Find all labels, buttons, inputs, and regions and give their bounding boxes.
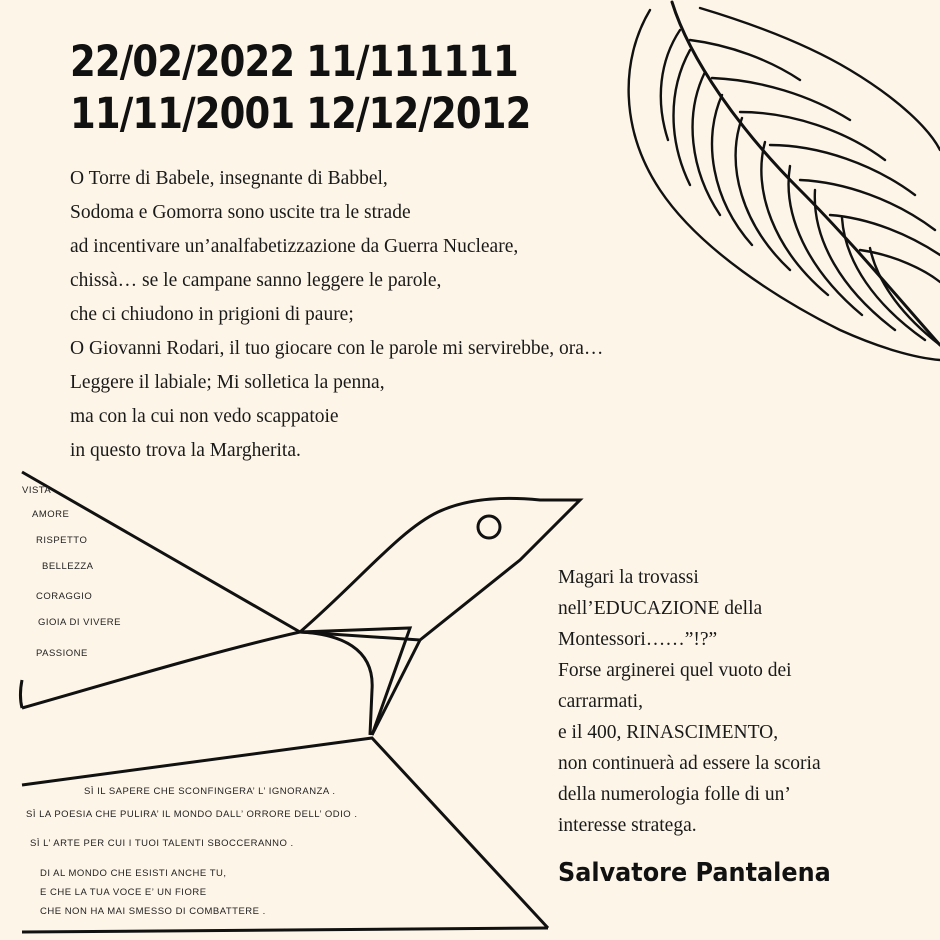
poem2-line: nell’EDUCAZIONE della [558,598,763,619]
dove-icon [21,472,581,932]
poem2-line: Montessori……”!?” [558,629,718,650]
poem2-line: e il 400, RINASCIMENTO, [558,722,779,743]
title-line-2: 11/11/2001 12/12/2012 [70,89,531,139]
poem-line: Sodoma e Gomorra sono uscite tra le strade [70,202,411,223]
date-title [70,36,531,140]
poem-line: Leggere il labiale; Mi solletica la penna, [70,372,385,393]
poem2-line: carrarmati, [558,691,643,712]
poem2-line: Magari la trovassi [558,567,699,588]
poem2-line: interesse stratega. [558,815,697,836]
tail-line: CHE NON HA MAI SMESSO DI COMBATTERE . [40,906,266,917]
tail-line: E CHE LA TUA VOCE E’ UN FIORE [40,887,207,898]
poem-line: O Giovanni Rodari, il tuo giocare con le parole mi servirebbe, ora… [70,338,604,359]
author-name: Salvatore Pantalena [558,858,831,888]
wing-word: RISPETTO [36,535,88,546]
tail-line: SÌ LA POESIA CHE PULIRA’ IL MONDO DALL’ ORRORE DELL’ ODIO . [26,809,358,820]
wing-word: BELLEZZA [42,561,94,572]
wing-word: PASSIONE [36,648,88,659]
poem-line: ad incentivare un’analfabetizzazione da Guerra Nucleare, [70,236,519,257]
poem2-line: della numerologia folle di un’ [558,784,791,805]
wing-word: CORAGGIO [36,591,93,602]
wing-word: VISTA [22,485,52,496]
poem-line: chissà… se le campane sanno leggere le parole, [70,270,442,291]
bird-eye [478,516,500,538]
poem-line: che ci chiudono in prigioni di paure; [70,304,354,325]
title-line-1: 22/02/2022 11/111111 [70,37,518,87]
tail-line: SÌ L’ ARTE PER CUI I TUOI TALENTI SBOCCERANNO . [30,838,294,849]
tail-line: SÌ IL SAPERE CHE SCONFINGERA’ L’ IGNORANZA . [84,786,336,797]
tail-line: DI AL MONDO CHE ESISTI ANCHE TU, [40,868,227,879]
poem-line: in questo trova la Margherita. [70,440,301,461]
feather-icon [629,2,940,360]
poem-line: O Torre di Babele, insegnante di Babbel, [70,168,388,189]
wing-word: AMORE [32,509,70,520]
poem-continuation [558,562,918,841]
wing-word: GIOIA DI VIVERE [38,617,121,628]
poem2-line: Forse arginerei quel vuoto dei [558,660,792,681]
poem2-line: non continuerà ad essere la scoria [558,753,821,774]
poem-text [70,162,603,468]
poem-line: ma con la cui non vedo scappatoie [70,406,339,427]
